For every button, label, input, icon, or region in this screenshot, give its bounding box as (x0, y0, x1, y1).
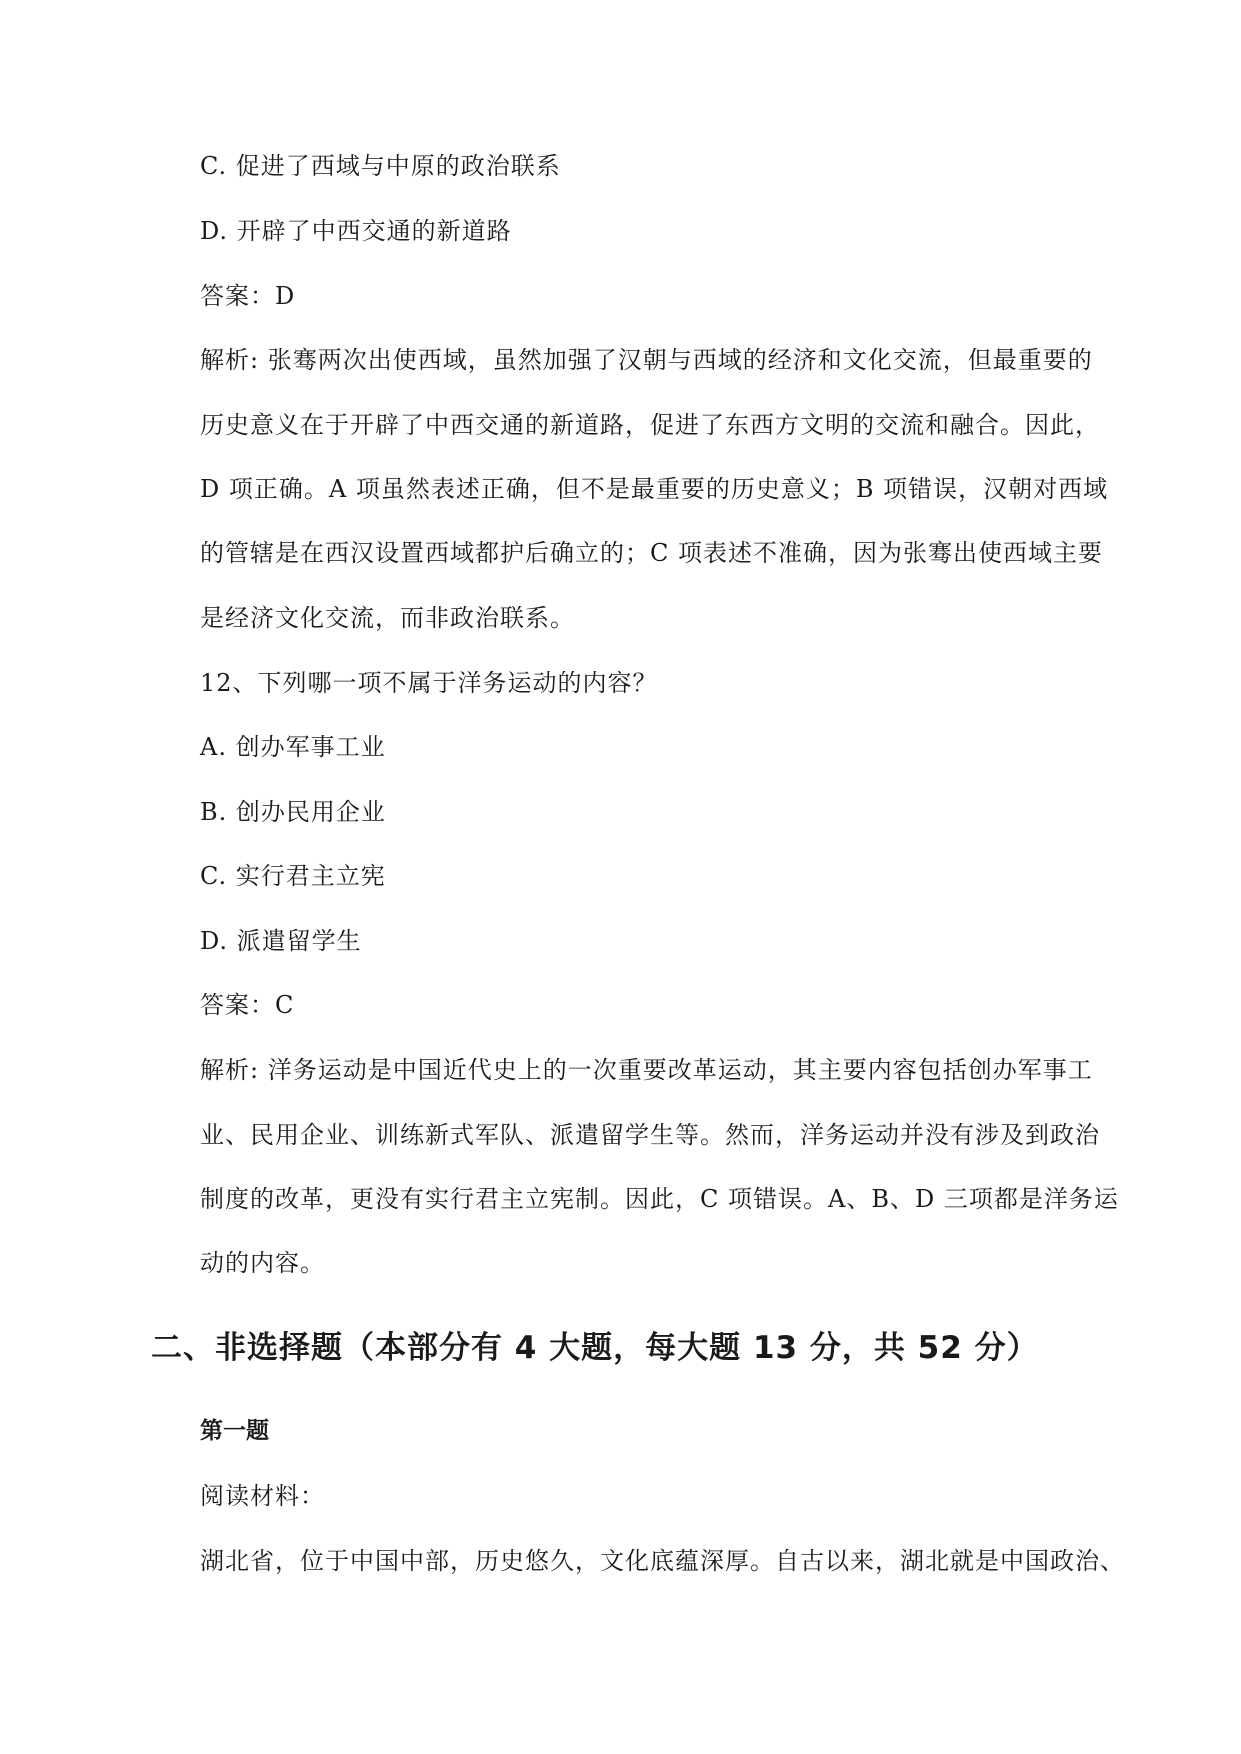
q12-analysis-line: 动的内容。 (200, 1249, 325, 1277)
section-heading: 二、非选择题（本部分有 4 大题，每大题 13 分，共 52 分） (151, 1330, 1039, 1366)
q12-question: 12、下列哪一项不属于洋务运动的内容？ (200, 669, 658, 697)
q12-option-a: A. 创办军事工业 (200, 733, 386, 761)
q12-analysis-line: 制度的改革，更没有实行君主立宪制。因此，C 项错误。A、B、D 三项都是洋务运 (200, 1185, 1119, 1213)
reading-label: 阅读材料： (200, 1482, 325, 1510)
q12-option-b: B. 创办民用企业 (200, 798, 386, 826)
q11-analysis-line: 是经济文化交流，而非政治联系。 (200, 604, 575, 632)
q11-analysis-line: 解析: 张骞两次出使西域，虽然加强了汉朝与西域的经济和文化交流，但最重要的 (200, 346, 1093, 374)
q12-option-c: C. 实行君主立宪 (200, 862, 386, 890)
q11-option-d: D. 开辟了中西交通的新道路 (200, 217, 512, 245)
material-text: 湖北省，位于中国中部，历史悠久，文化底蕴深厚。自古以来，湖北就是中国政治、 (200, 1547, 1125, 1575)
q12-answer: 答案：C (200, 991, 295, 1019)
sub-heading: 第一题 (200, 1418, 269, 1444)
q11-option-c: C. 促进了西域与中原的政治联系 (200, 152, 561, 180)
q12-option-d: D. 派遣留学生 (200, 927, 362, 955)
q11-analysis-line: D 项正确。A 项虽然表述正确，但不是最重要的历史意义；B 项错误，汉朝对西域 (200, 475, 1109, 503)
q12-analysis-line: 解析: 洋务运动是中国近代史上的一次重要改革运动，其主要内容包括创办军事工 (200, 1056, 1093, 1084)
q11-analysis-line: 的管辖是在西汉设置西域都护后确立的；C 项表述不准确，因为张骞出使西域主要 (200, 539, 1103, 567)
q11-answer: 答案：D (200, 282, 296, 310)
q11-analysis-line: 历史意义在于开辟了中西交通的新道路，促进了东西方文明的交流和融合。因此， (200, 411, 1100, 439)
q12-analysis-line: 业、民用企业、训练新式军队、派遣留学生等。然而，洋务运动并没有涉及到政治 (200, 1121, 1100, 1149)
